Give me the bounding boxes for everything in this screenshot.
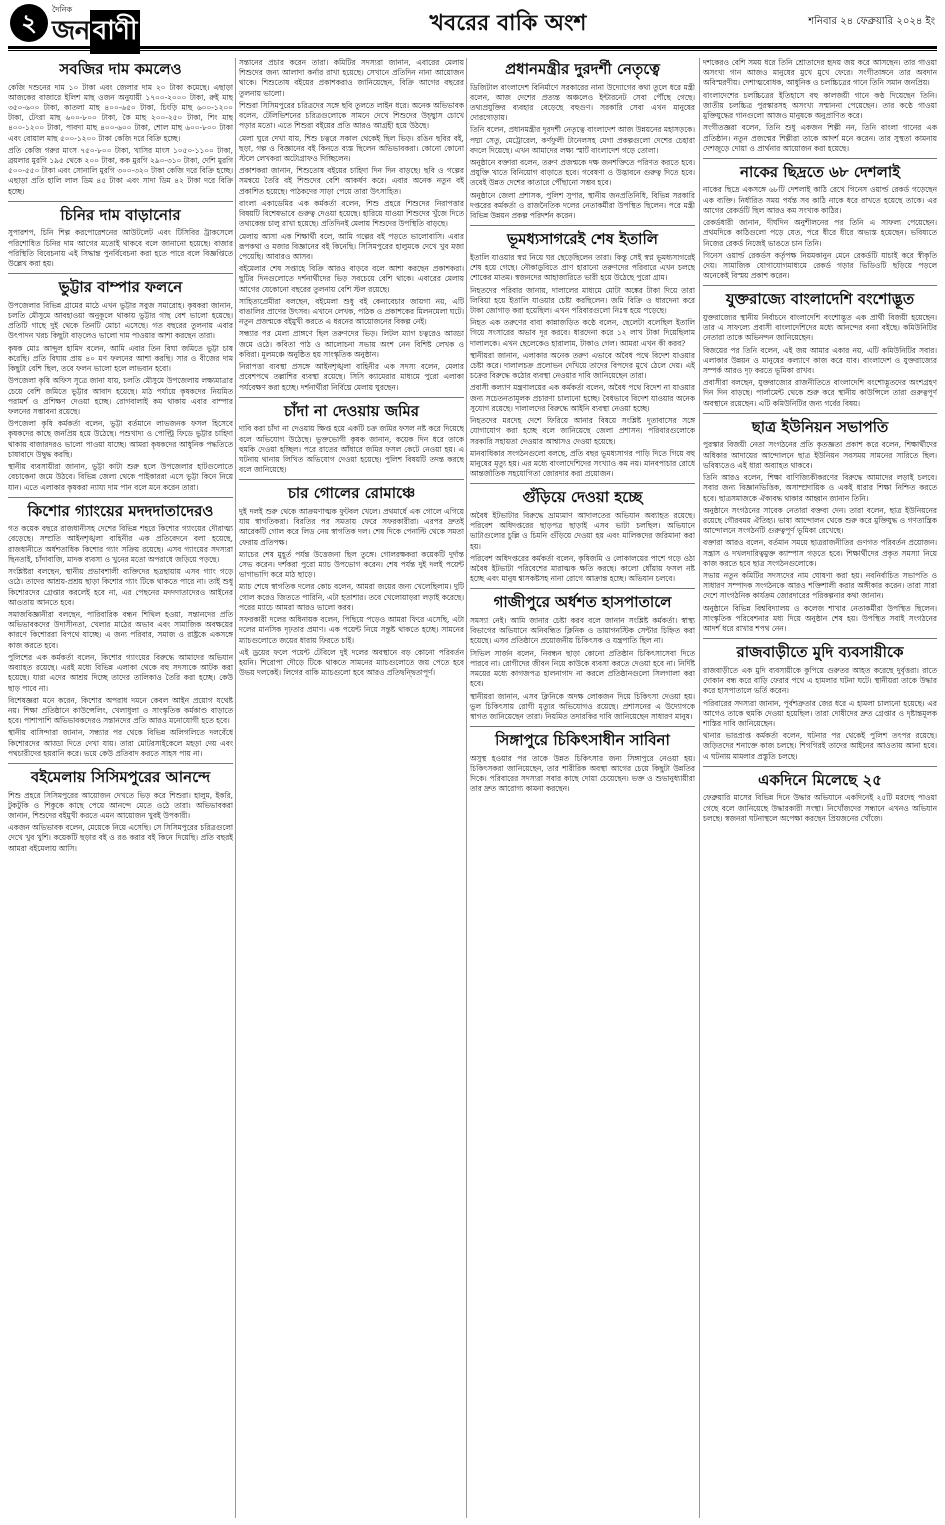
article-paragraph: সভায় নতুন কমিটির সদস্যদের নাম ঘোষণা করা হয়। নবনির্বাচিত সভাপতি ও সাধারণ সম্পাদক সংগঠনকে আরও শক্তিশালী করার অঙ্গীকার করেন। তারা সারা দেশে সাংগঠনিক কার্যক্রম জোরদারের পরিকল্পনার কথা জানান। <box>703 571 937 601</box>
article-headline: প্রধানমন্ত্রীর দুরদর্শী নেতৃত্বে <box>505 60 660 78</box>
article-headline: ভূমধ্যসাগরেই শেষ ইতালি <box>507 230 658 249</box>
article-paragraph: স্থানীয় ব্যবসায়ীরা জানান, ভুট্টা কাটা শুরু হলে উপজেলার হাটগুলোতে বেচাকেনা জমে উঠবে। বিভিন্ন জেলা থেকে পাইকাররা এসে ভুট্টা কিনে নিয়ে যান। এতে এলাকার কৃষকরা ন্যায্য দাম পান বলে মনে করেন তারা। <box>8 462 233 492</box>
article-paragraph: সফরকারী দলের অধিনায়ক বলেন, পিছিয়ে পড়েও আমরা ফিরে এসেছি, এটা দলের মানসিক দৃঢ়তার প্রমাণ। এক পয়েন্ট নিয়ে সন্তুষ্ট থাকতে হচ্ছে। সামনের ম্যাচগুলোতে জয়ের ধারায় ফিরতে চাই। <box>239 615 464 645</box>
article-paragraph: বাংলাদেশের চলচ্চিত্রের ইতিহাসে বহু কালজয়ী গানে কণ্ঠ দিয়েছেন তিনি। জাতীয় চলচ্চিত্র পুরস্কারসহ অসংখ্য সম্মাননা পেয়েছেন। তার কণ্ঠে গাওয়া মুক্তিযুদ্ধের গানগুলো আজও মানুষকে অনুপ্রাণিত করে। <box>703 90 937 121</box>
article-paragraph: রেকর্ডধারী জানান, দীর্ঘদিন অনুশীলনের পর তিনি এ সাফল্য পেয়েছেন। প্রথমদিকে কাঠিগুলো পড়ে যেত, পরে ধীরে ধীরে অভ্যস্ত হয়েছেন। ভবিষ্যতে নিজের রেকর্ড নিজেই ভাঙতে চান তিনি। <box>703 218 937 248</box>
column-2 <box>239 58 464 1518</box>
article <box>470 488 695 584</box>
article <box>470 593 695 722</box>
story-divider <box>239 397 464 398</box>
article-paragraph: স্থানীয়রা জানান, এসব ক্লিনিকে অদক্ষ লোকজন দিয়ে চিকিৎসা দেওয়া হয়। ভুল চিকিৎসায় রোগী মৃত্যুর অভিযোগও রয়েছে। প্রশাসনের এ উদ্যোগকে স্বাগত জানিয়েছেন তারা। নিয়মিত তদারকির দাবি জানিয়েছেন সাধারণ মানুষ। <box>470 691 695 721</box>
article-headline: ছাত্র ইউনিয়ন সভাপতি <box>751 417 889 436</box>
story-divider <box>8 763 233 764</box>
article-paragraph: গত কয়েক বছরে রাজধানীসহ দেশের বিভিন্ন শহরে কিশোর গ্যাংয়ের দৌরাত্ম্য বেড়েছে। সম্প্রতি আইনশৃঙ্খলা বাহিনীর এক প্রতিবেদনে বলা হয়েছে, রাজধানীতে অর্ধশতাধিক কিশোর গ্যাং সক্রিয় রয়েছে। এসব গ্যাংয়ের সদস্যরা ছিনতাই, চাঁদাবাজি, মাদক ব্যবসা ও খুনের মতো অপরাধে জড়িয়ে পড়ছে। <box>8 524 233 564</box>
column-divider <box>235 58 236 1518</box>
article-paragraph: অসুস্থ হওয়ার পর তাকে উন্নত চিকিৎসার জন্য সিঙ্গাপুরে নেওয়া হয়। চিকিৎসকরা জানিয়েছেন, তার শারীরিক অবস্থা আগের চেয়ে কিছুটা উন্নতির দিকে। পরিবারের সদস্যরা সবার কাছে দোয়া চেয়েছেন। ভক্ত ও শুভানুধ্যায়ীরা তার দ্রুত আরোগ্য কামনা করছেন। <box>470 753 695 794</box>
article <box>703 771 937 824</box>
article-paragraph: ম্যাচ শেষে স্বাগতিক দলের কোচ বলেন, আমরা জয়ের জন্য খেলেছিলাম। দুটি গোল করেও জিততে পারিনি, এটা হতাশার। তবে খেলোয়াড়রা লড়াই করেছে। পরের ম্যাচে আমরা আরও ভালো করব। <box>239 582 464 612</box>
article-paragraph: বিশেষজ্ঞরা মনে করেন, কিশোর অপরাধ দমনে কেবল আইন প্রয়োগ যথেষ্ট নয়। শিক্ষা প্রতিষ্ঠানে কাউন্সেলিং, খেলাধুলা ও সাংস্কৃতিক কর্মকাণ্ড বাড়াতে হবে। পাশাপাশি অভিভাবকদেরও সন্তানদের প্রতি আরও মনোযোগী হতে হবে। <box>8 695 233 726</box>
article <box>8 502 233 759</box>
article-paragraph: অনুষ্ঠানে বিভিন্ন বিশ্ববিদ্যালয় ও কলেজ শাখার নেতাকর্মীরা উপস্থিত ছিলেন। সাংস্কৃতিক পরিবেশনার মধ্য দিয়ে অনুষ্ঠান শেষ হয়। উপস্থিত সবাই সংগঠনের আদর্শ ধরে রাখার শপথ নেন। <box>703 603 937 634</box>
column-4 <box>703 58 937 1518</box>
article-paragraph: শিশুরা সিসিমপুরের চরিত্রদের সঙ্গে ছবি তুলতে লাইন ধরে। অনেক অভিভাবক বলেন, টেলিভিশনের চরিত্রগুলোকে সামনে দেখে শিশুদের উচ্ছ্বাস চোখে পড়ার মতো। এতে শিশুরা বইয়ের প্রতি আরও আগ্রহী হয়ে উঠছে। <box>239 100 464 131</box>
article <box>239 58 464 393</box>
article <box>8 768 233 854</box>
article <box>470 731 695 794</box>
article-paragraph: সাহিত্যপ্রেমীরা বলছেন, বইমেলা শুধু বই কেনাবেচার জায়গা নয়, এটি বাঙালির প্রাণের উৎসব। এখানে লেখক, পাঠক ও প্রকাশকের মিলনমেলা ঘটে। নতুন প্রজন্মকে বইমুখী করতে এ ধরনের আয়োজনের বিকল্প নেই। <box>239 296 464 327</box>
article-paragraph: দুই দলই শুরু থেকে আক্রমণাত্মক ফুটবল খেলে। প্রথমার্ধে এক গোলে এগিয়ে যায় স্বাগতিকরা। বিরতির পর সমতায় ফেরে সফরকারীরা। এরপর দ্রুতই আরেকটি গোল করে লিড নেয় স্বাগতিক দল। শেষ দিকে পেনাল্টি থেকে সমতা ফেরায় প্রতিপক্ষ। <box>239 506 464 547</box>
article-paragraph: মানবাধিকার সংগঠনগুলো বলছে, প্রতি বছর ভূমধ্যসাগর পাড়ি দিতে গিয়ে বহু মানুষের মৃত্যু হয়। এর মধ্যে বাংলাদেশিদের সংখ্যাও কম নয়। মানবপাচার রোধে আন্তর্জাতিক সহযোগিতা জোরদার করা প্রয়োজন। <box>470 448 695 479</box>
article-paragraph: থানার ভারপ্রাপ্ত কর্মকর্তা বলেন, ঘটনার পর থেকেই পুলিশ তৎপর রয়েছে। জড়িতদের শনাক্তে কাজ চলছে। শিগগিরই তাদের আইনের আওতায় আনা হবে। এ ঘটনায় মামলার প্রস্তুতি চলছে। <box>703 731 937 761</box>
article-paragraph: সংশ্লিষ্টরা বলছেন, স্থানীয় প্রভাবশালী ব্যক্তিদের ছত্রছায়ায় এসব গ্যাং গড়ে ওঠে। তাদের আশ্রয়-প্রশ্রয় ছাড়া কিশোর গ্যাং টিকে থাকতে পারে না। তাই শুধু কিশোরদের গ্রেপ্তার করলেই হবে না, এর পেছনের মদদদাতাদেরও আইনের আওতায় আনতে হবে। <box>8 567 233 607</box>
article-paragraph: প্রবাসীরা বলছেন, যুক্তরাজ্যের রাজনীতিতে বাংলাদেশি বংশোদ্ভূতদের অংশগ্রহণ দিন দিন বাড়ছে। পার্লামেন্ট থেকে শুরু করে স্থানীয় কাউন্সিলে তারা গুরুত্বপূর্ণ অবস্থানে রয়েছেন। এটি কমিউনিটির জন্য গর্বের বিষয়। <box>703 378 937 408</box>
story-divider <box>470 726 695 727</box>
article-paragraph: রাজবাড়ীতে এক মুদি ব্যবসায়ীকে কুপিয়ে গুরুতর আহত করেছে দুর্বৃত্তরা। রাতে দোকান বন্ধ করে বাড়ি ফেরার পথে এ হামলার ঘটনা ঘটে। স্থানীয়রা তাকে উদ্ধার করে হাসপাতালে ভর্তি করেন। <box>703 665 937 696</box>
article-headline: যুক্তরাজ্যে বাংলাদেশি বংশোদ্ভূত <box>725 290 915 309</box>
article-headline: রাজবাড়ীতে মুদি ব্যবসায়ীকে <box>736 643 904 662</box>
masthead <box>0 0 945 52</box>
article-headline: বইমেলায় সিসিমপুরের আনন্দে <box>30 768 211 787</box>
section-title: খবরের বাকি অংশ <box>429 11 587 36</box>
article-headline: গাজীপুরে অর্ধশত হাসপাতালে <box>493 593 672 612</box>
article-paragraph: ফেব্রুয়ারি মাসের বিভিন্ন দিনে উদ্ধার অভিযানে একদিনেই ২৫টি মরদেহ পাওয়া গেছে বলে জানিয়েছে উদ্ধারকারী সংস্থা। নিখোঁজদের সন্ধানে এখনও অভিযান চলছে। স্বজনরা ঘটনাস্থলে অপেক্ষা করছেন প্রিয়জনের খোঁজে। <box>703 793 937 823</box>
column-1 <box>8 58 233 1518</box>
article-paragraph: পরিবেশ অধিদপ্তরের কর্মকর্তা বলেন, কৃষিজমি ও লোকালয়ের পাশে গড়ে ওঠা অবৈধ ইটভাটা পরিবেশের মারাত্মক ক্ষতি করছে। কালো ধোঁয়ায় ফসল নষ্ট হচ্ছে এবং মানুষ শ্বাসকষ্টসহ নানা রোগে আক্রান্ত হচ্ছে। অভিযান চলবে। <box>470 553 695 584</box>
column-divider <box>699 58 700 1518</box>
brand-tagline: দৈনিক <box>52 5 73 14</box>
article-paragraph: সিভিল সার্জন বলেন, নিবন্ধন ছাড়া কোনো প্রতিষ্ঠান চিকিৎসাসেবা দিতে পারবে না। রোগীদের জীবন নিয়ে কাউকে ব্যবসা করতে দেওয়া হবে না। নির্দিষ্ট সময়ের মধ্যে কাগজপত্র হালনাগাদ না করলে প্রতিষ্ঠানগুলো সিলগালা করা হবে। <box>470 648 695 689</box>
logo-text-right: বাণী <box>90 10 140 54</box>
article-paragraph: অনুষ্ঠানে বক্তারা বলেন, তরুণ প্রজন্মকে দক্ষ জনশক্তিতে পরিণত করতে হবে। প্রযুক্তি খাতে বিনিয়োগ বাড়াতে হবে। গবেষণা ও উদ্ভাবনে গুরুত্ব দিতে হবে। তবেই উন্নত দেশের কাতারে পৌঁছানো সম্ভব হবে। <box>470 158 695 188</box>
article-paragraph: দশকেরও বেশি সময় ধরে তিনি শ্রোতাদের হৃদয় জয় করে আসছেন। তার গাওয়া অসংখ্য গান আজও মানুষের মুখে মুখে ফেরে। সংগীতাঙ্গনে তার অবদান অবিস্মরণীয়। দেশাত্মবোধক, আধুনিক ও চলচ্চিত্রের গানে তিনি সমান জনপ্রিয়। <box>703 58 937 88</box>
article-headline: চাঁদা না দেওয়ায় জমির <box>284 401 419 420</box>
story-divider <box>239 479 464 480</box>
story-divider <box>470 588 695 589</box>
article-headline: চার গোলের রোমাঞ্চে <box>287 484 416 503</box>
article <box>703 163 937 281</box>
article-paragraph: বক্তারা আরও বলেন, বর্তমান সময়ে ছাত্ররাজনীতির গুণগত পরিবর্তন প্রয়োজন। সন্ত্রাস ও দখলদারিত্বমুক্ত ক্যাম্পাস গড়তে হবে। শিক্ষার্থীদের প্রকৃত সমস্যা নিয়ে কাজ করতে হবে ছাত্র সংগঠনগুলোকে। <box>703 538 937 568</box>
article-paragraph: বইমেলার শেষ সপ্তাহে বিক্রি আরও বাড়বে বলে আশা করছেন প্রকাশকরা। ছুটির দিনগুলোতে দর্শনার্থীদের ভিড় সবচেয়ে বেশি থাকে। এবারের মেলায় আগের যেকোনো বছরের তুলনায় বেশি স্টল রয়েছে। <box>239 264 464 294</box>
article-paragraph: প্রবাসী কল্যাণ মন্ত্রণালয়ের এক কর্মকর্তা বলেন, অবৈধ পথে বিদেশ না যাওয়ার জন্য সচেতনতামূলক প্রচারণা চালানো হচ্ছে। বৈধভাবে বিদেশ যাওয়ার অনেক সুযোগ রয়েছে। দালালদের বিরুদ্ধে আইনি ব্যবস্থা নেওয়া হচ্ছে। <box>470 383 695 413</box>
story-divider <box>470 483 695 484</box>
article-paragraph: নিরাপত্তা ব্যবস্থা প্রসঙ্গে আইনশৃঙ্খলা বাহিনীর এক সদস্য বলেন, মেলার প্রবেশপথে তল্লাশির ব্যবস্থা রয়েছে। সিসি ক্যামেরার মাধ্যমে পুরো এলাকা পর্যবেক্ষণ করা হচ্ছে। দর্শনার্থীরা নির্বিঘ্নে মেলায় ঘুরছেন। <box>239 362 464 392</box>
article-paragraph: নিহত এক তরুণের বাবা কান্নাজড়িত কণ্ঠে বলেন, ছেলেটা বলেছিল ইতালি গিয়ে সংসারের অভাব দূর করবে। ধারদেনা করে ১২ লাখ টাকা দিয়েছিলাম দালালকে। এখন ছেলেকেও হারালাম, টাকাও গেল। আমরা এখন কী করব? <box>470 318 695 348</box>
article-paragraph: পুরস্কার বিজয়ী নেতা সংগঠনের প্রতি কৃতজ্ঞতা প্রকাশ করে বলেন, শিক্ষার্থীদের অধিকার আদায়ের আন্দোলনে ছাত্র ইউনিয়ন সবসময় সামনের সারিতে ছিল। ভবিষ্যতেও এই ধারা অব্যাহত থাকবে। <box>703 440 937 470</box>
article-paragraph: উপজেলা কৃষি অফিস সূত্রে জানা যায়, চলতি মৌসুমে উপজেলায় লক্ষ্যমাত্রার চেয়ে বেশি জমিতে ভুট্টার আবাদ হয়েছে। মাঠ পর্যায়ে কৃষকদের নিয়মিত পরামর্শ ও প্রশিক্ষণ দেওয়া হচ্ছে। রোগবালাই কম থাকায় এবার বাম্পার ফলনের সম্ভাবনা রয়েছে। <box>8 376 233 416</box>
article <box>239 402 464 476</box>
article <box>703 418 937 634</box>
article <box>703 58 937 154</box>
article-paragraph: পরিবারের সদস্যরা জানান, পূর্বশত্রুতার জের ধরে এ হামলা চালানো হয়েছে। এর আগেও তাকে হুমকি দেওয়া হয়েছিল। তারা দোষীদের দ্রুত গ্রেপ্তার ও দৃষ্টান্তমূলক শাস্তির দাবি জানিয়েছেন। <box>703 698 937 728</box>
article-headline: সিঙ্গাপুরে চিকিৎসাধীন সাবিনা <box>495 731 670 750</box>
article-paragraph: সমাজবিজ্ঞানীরা বলছেন, পারিবারিক বন্ধন শিথিল হওয়া, সন্তানদের প্রতি অভিভাবকদের উদাসীনতা, খেলার মাঠের অভাব এবং সামাজিক অবক্ষয়ের কারণে কিশোররা বিপথে যাচ্ছে। এ জন্য পরিবার, সমাজ ও রাষ্ট্রকে একসঙ্গে কাজ করতে হবে। <box>8 609 233 650</box>
article-paragraph: অনুষ্ঠানে জেলা প্রশাসক, পুলিশ সুপার, স্থানীয় জনপ্রতিনিধি, বিভিন্ন সরকারি দপ্তরের কর্মকর্তা ও রাজনৈতিক দলের নেতাকর্মীরা উপস্থিত ছিলেন। পরে মন্ত্রী বিভিন্ন উন্নয়ন প্রকল্প পরিদর্শন করেন। <box>470 190 695 221</box>
article-paragraph: দাবি করা চাঁদা না দেওয়ায় ক্ষিপ্ত হয়ে একটি চক্র জমির ফসল নষ্ট করে দিয়েছে বলে অভিযোগ উঠেছে। ভুক্তভোগী কৃষক জানান, কয়েক দিন ধরে তাকে হুমকি দেওয়া হচ্ছিল। পরে রাতের আঁধারে জমির ফসল কেটে নেওয়া হয়। এ ঘটনায় থানায় লিখিত অভিযোগ দেওয়া হয়েছে। পুলিশ বিষয়টি তদন্ত করছে বলে জানিয়েছে। <box>239 424 464 475</box>
article-paragraph: সন্ধ্যার পর মেলা প্রাঙ্গণে ছিল তরুণদের ভিড়। লিটল ম্যাগ চত্বরেও আড্ডা জমে ওঠে। কবিতা পাঠ ও আলোচনা সভায় অংশ নেন বিশিষ্ট লেখক ও কবিরা। মূলমঞ্চে অনুষ্ঠিত হয় সাংস্কৃতিক অনুষ্ঠান। <box>239 329 464 359</box>
column-divider <box>466 58 467 1518</box>
article-paragraph: ইতালি যাওয়ার স্বপ্ন নিয়ে ঘর ছেড়েছিলেন তারা। কিন্তু সেই স্বপ্ন ভূমধ্যসাগরেই শেষ হয়ে গেছে। নৌকাডুবিতে প্রাণ হারানো তরুণদের পরিবারে এখন চলছে শোকের মাতম। স্বজনদের আহাজারিতে ভারী হয়ে উঠেছে পুরো গ্রাম। <box>470 252 695 283</box>
story-divider <box>703 285 937 286</box>
article <box>8 278 233 492</box>
article-headline: চিনির দাম বাড়ানোর <box>60 205 181 224</box>
article-paragraph: মেলা ঘুরে দেখা যায়, শিশু চত্বরে সকাল থেকেই ছিল ভিড়। রঙিন ছবির বই, ছড়া, গল্প ও বিজ্ঞানের বই কিনতে ব্যস্ত ছিলেন অভিভাবকরা। কোনো কোনো স্টলে লেখকরা অটোগ্রাফও দিচ্ছিলেন। <box>239 133 464 163</box>
article-headline: গুঁড়িয়ে দেওয়া হচ্ছে <box>522 488 643 507</box>
article-paragraph: যুক্তরাজ্যের স্থানীয় নির্বাচনে বাংলাদেশি বংশোদ্ভূত এক প্রার্থী বিজয়ী হয়েছেন। তার এ সাফল্যে প্রবাসী বাংলাদেশিদের মধ্যে আনন্দের বন্যা বইছে। কমিউনিটির নেতারা তাকে অভিনন্দন জানিয়েছেন। <box>703 312 937 343</box>
article-headline: কিশোর গ্যাংয়ের মদদদাতাদেরও <box>27 501 214 520</box>
masthead-rule-thin <box>8 50 937 51</box>
article-paragraph: উপজেলা কৃষি কর্মকর্তা বলেন, ভুট্টা বর্তমানে লাভজনক ফসল হিসেবে কৃষকদের কাছে জনপ্রিয় হয়ে উঠেছে। পশুখাদ্য ও পোল্ট্রি ফিডে ভুট্টার চাহিদা থাকায় বাজারদরও ভালো পাওয়া যাচ্ছে। আমরা কৃষকদের আধুনিক পদ্ধতিতে চাষাবাদে উদ্বুদ্ধ করছি। <box>8 419 233 459</box>
logo-text-left: জন <box>52 16 90 46</box>
article-paragraph: উপজেলার বিভিন্ন গ্রামের মাঠে এখন ভুট্টার সবুজ সমারোহ। কৃষকরা জানান, চলতি মৌসুমে আবহাওয়া অনুকূলে থাকায় ভুট্টার গাছ বেশ ভালো হয়েছে। প্রতিটি গাছে দুই থেকে তিনটি মোচা এসেছে। গত বছরের তুলনায় এবার উৎপাদন খরচ কিছুটা বাড়লেও ভালো দাম পাওয়ার আশা করছেন তারা। <box>8 300 233 341</box>
article-paragraph: মেলায় আসা এক শিক্ষার্থী বলে, আমি গল্পের বই পড়তে ভালোবাসি। এবার রূপকথা ও মজার বিজ্ঞানের বই কিনেছি। সিসিমপুরের হালুমকে দেখে খুব মজা পেয়েছি। আবারও আসব। <box>239 231 464 261</box>
article-paragraph: স্থানীয় বাসিন্দারা জানান, সন্ধ্যার পর থেকে বিভিন্ন অলিগলিতে দলবেঁধে কিশোরদের আড্ডা দিতে দেখা যায়। তারা মোটরসাইকেলে মহড়া দেয় এবং পথচারীদের হয়রানি করে। ভয়ে কেউ প্রতিবাদ করতে সাহস পায় না। <box>8 728 233 758</box>
article-paragraph: তিনি বলেন, প্রধানমন্ত্রীর দূরদর্শী নেতৃত্বে বাংলাদেশ আজ উন্নয়নের মহাসড়কে। পদ্মা সেতু, মেট্রোরেল, কর্ণফুলী টানেলসহ মেগা প্রকল্পগুলো দেশের চেহারা বদলে দিয়েছে। এখন আমাদের লক্ষ্য স্মার্ট বাংলাদেশ গড়ে তোলা। <box>470 125 695 155</box>
article-paragraph: নিহতদের মরদেহ দেশে ফিরিয়ে আনার বিষয়ে সংশ্লিষ্ট দূতাবাসের সঙ্গে যোগাযোগ করা হচ্ছে বলে জানিয়েছে জেলা প্রশাসন। পরিবারগুলোকে সরকারি সহায়তা দেওয়ার আশ্বাসও দেওয়া হয়েছে। <box>470 416 695 446</box>
article-paragraph: অবৈধ ইটভাটার বিরুদ্ধে ভ্রাম্যমাণ আদালতের অভিযান অব্যাহত রয়েছে। পরিবেশ অধিদপ্তরের ছাড়পত্র ছাড়াই এসব ভাটা চলছিল। অভিযানে ভাটাগুলোর চুল্লি ও চিমনি গুঁড়িয়ে দেওয়া হয় এবং মালিকদের জরিমানা করা হয়। <box>470 510 695 551</box>
story-divider <box>703 766 937 767</box>
article-paragraph: একজন অভিভাবক বলেন, মেয়েকে নিয়ে এসেছি। সে সিসিমপুরের চরিত্রগুলো দেখে খুব খুশি। কয়েকটি ছড়ার বই ও রঙ করার বই কিনে দিয়েছি। প্রতি বছরই আমরা বইমেলায় আসি। <box>8 823 233 853</box>
story-divider <box>8 497 233 498</box>
article-paragraph: প্রকাশকরা জানান, শিশুতোষ বইয়ের চাহিদা দিন দিন বাড়ছে। ছবি ও গল্পের সমন্বয়ে তৈরি বই শিশুদের বেশি আকর্ষণ করে। এবার অনেক নতুন বই প্রকাশিত হয়েছে। পাঠকদের সাড়া পেয়ে তারা উৎসাহিত। <box>239 166 464 196</box>
article-headline: নাকের ছিদ্রতে ৬৮ দেশলাই <box>739 162 901 181</box>
story-divider <box>8 201 233 202</box>
article-paragraph: তিনি আরও বলেন, শিক্ষা বাণিজ্যিকীকরণের বিরুদ্ধে আমাদের লড়াই চলবে। সবার জন্য বিজ্ঞানভিত্তিক, অসাম্প্রদায়িক ও একই ধারার শিক্ষা নিশ্চিত করতে হবে। ছাত্রসমাজকে ঐক্যবদ্ধ থাকার আহ্বান জানান তিনি। <box>703 473 937 503</box>
article-paragraph: সংগীতজ্ঞরা বলেন, তিনি শুধু একজন শিল্পী নন, তিনি বাংলা গানের এক প্রতিষ্ঠান। নতুন প্রজন্মের শিল্পীরা তাকে আদর্শ মনে করেন। তার সুস্থতা কামনায় দেশজুড়ে দোয়া ও প্রার্থনার আয়োজন করা হয়েছে। <box>703 123 937 153</box>
article-headline: একদিনে মিলেছে ২৫ <box>758 770 882 789</box>
article <box>703 643 937 761</box>
article-paragraph: ডিজিটাল বাংলাদেশ বিনির্মাণে সরকারের নানা উদ্যোগের কথা তুলে ধরে মন্ত্রী বলেন, আজ দেশের প্রত্যন্ত অঞ্চলেও ইন্টারনেট সেবা পৌঁছে গেছে। তথ্যপ্রযুক্তির ব্যবহার বেড়েছে বহুগুণ। সরকারি সেবা এখন মানুষের দোরগোড়ায়। <box>470 82 695 123</box>
article-paragraph: বাংলা একাডেমির এক কর্মকর্তা বলেন, শিশু প্রহরে শিশুদের নিরাপত্তার বিষয়টি বিশেষভাবে গুরুত্ব দেওয়া হয়েছে। হারিয়ে যাওয়া শিশুদের খুঁজে দিতে তথ্যকেন্দ্র চালু রাখা হয়েছে। প্রতিদিনই মেলায় শিশুদের উপস্থিতি বাড়ছে। <box>239 198 464 229</box>
story-divider <box>470 225 695 226</box>
article <box>8 206 233 269</box>
story-divider <box>703 638 937 639</box>
story-divider <box>8 273 233 274</box>
article-paragraph: প্রতি কেজি গরুর মাংস ৭৫০-৮০০ টাকা, খাসির মাংস ১০৫০-১১০০ টাকা, ব্রয়লার মুরগি ১৯৫ থেকে ২০০ টাকা, কক মুরগি ২৯০-৩১০ টাকা, দেশি মুরগি ৫০০-৫৫০ টাকা এবং সোনালি মুরগি ৩০০-৩২০ টাকা কেজি দরে বিক্রি হচ্ছে। এছাড়া প্রতি হালি লাল ডিম ৪৫ টাকা এবং সাদা ডিম ৪২ টাকা দরে বিক্রি হচ্ছে। <box>8 145 233 196</box>
article <box>239 484 464 678</box>
issue-date: শনিবার ২৪ ফেব্রুয়ারি ২০২৪ ইং <box>808 16 935 27</box>
article-paragraph: সুপারশপ, চিনি শিল্প করপোরেশনের আউটলেট এবং টিসিবির ট্রাকসেলে পরিশোধিত চিনির দাম আগের মতোই থাকবে বলে জানানো হয়েছে। বাজার পরিস্থিতি বিবেচনায় এই সিদ্ধান্ত পুনর্বিবেচনা করা হতে পারে বলে বিজ্ঞপ্তিতে উল্লেখ করা হয়। <box>8 228 233 269</box>
article-paragraph: এই ড্রয়ের ফলে পয়েন্ট টেবিলে দুই দলের অবস্থানে বড় কোনো পরিবর্তন হয়নি। শিরোপা দৌড়ে টিকে থাকতে সামনের ম্যাচগুলোতে জয় পেতে হবে উভয় দলকেই। লিগের বাকি ম্যাচগুলো হবে আরও প্রতিদ্বন্দ্বিতাপূর্ণ। <box>239 647 464 678</box>
article-paragraph: নিহতদের পরিবার জানায়, দালালের মাধ্যমে মোটা অঙ্কের টাকা দিয়ে তারা লিবিয়া হয়ে ইতালি যাওয়ার চেষ্টা করছিলেন। জমি বিক্রি ও ধারদেনা করে টাকা জোগাড় করা হয়েছিল। এখন পরিবারগুলো নিঃস্ব হয়ে পড়েছে। <box>470 285 695 315</box>
article <box>470 230 695 479</box>
article-paragraph: পুলিশের এক কর্মকর্তা বলেন, কিশোর গ্যাংয়ের বিরুদ্ধে আমাদের অভিযান অব্যাহত রয়েছে। এরই মধ্যে বিভিন্ন এলাকা থেকে বহু সদস্যকে আটক করা হয়েছে। যারা এদের আশ্রয় দিচ্ছে তাদের তালিকাও তৈরি করা হচ্ছে। কেউ ছাড় পাবে না। <box>8 652 233 693</box>
article <box>703 290 937 408</box>
article-paragraph: কৃষক মোঃ আব্দুল হামিদ বলেন, আমি এবার তিন বিঘা জমিতে ভুট্টা চাষ করেছি। প্রতি বিঘায় প্রায় ৪০ মণ ফলনের আশা করছি। সার ও বীজের দাম কিছুটা বেশি ছিল, তবে ফলন ভালো হলে লাভবান হবো। <box>8 343 233 374</box>
story-divider <box>703 158 937 159</box>
story-divider <box>703 413 937 414</box>
article-paragraph: নাকের ছিদ্রে একসঙ্গে ৬৮টি দেশলাই কাঠি রেখে গিনেস ওয়ার্ল্ড রেকর্ড গড়েছেন এক ব্যক্তি। নির্ধারিত সময় পর্যন্ত সব কাঠি নাকে ধরে রাখতে হয়েছে তাকে। এর আগের রেকর্ডটি ছিল আরও কম সংখ্যক কাঠির। <box>703 185 937 215</box>
masthead-rule <box>8 46 937 49</box>
article-paragraph: স্থানীয়রা জানান, এলাকার অনেক তরুণ এভাবে অবৈধ পথে বিদেশ যাওয়ার চেষ্টা করে। দালালচক্র প্রলোভন দেখিয়ে তাদের বিপদের মুখে ঠেলে দেয়। এই চক্রের বিরুদ্ধে কঠোর ব্যবস্থা নেওয়ার দাবি জানিয়েছেন তারা। <box>470 350 695 381</box>
article <box>8 60 233 197</box>
article-paragraph: বিজয়ের পর তিনি বলেন, এই জয় আমার একার নয়, এটি কমিউনিটির সবার। এলাকার উন্নয়ন ও মানুষের কল্যাণে কাজ করে যাব। বাংলাদেশ ও যুক্তরাজ্যের সম্পর্ক আরও দৃঢ় করতে ভূমিকা রাখব। <box>703 345 937 376</box>
article-headline: সবজির দাম কমলেও <box>59 60 182 78</box>
article-paragraph: গিনেস ওয়ার্ল্ড রেকর্ডস কর্তৃপক্ষ নিয়মকানুন মেনে রেকর্ডটি যাচাই করে স্বীকৃতি দেয়। সামাজিক যোগাযোগমাধ্যমে রেকর্ড গড়ার ভিডিওটি ছড়িয়ে পড়লে অনেকেই বিস্ময় প্রকাশ করেন। <box>703 250 937 281</box>
column-3 <box>470 58 695 1518</box>
article-paragraph: শিশু প্রহরে সিসিমপুরের আয়োজন দেখতে ভিড় করে শিশুরা। হালুম, ইকরি, টুকটুকি ও শিকুকে কাছে পেয়ে আনন্দে মেতে ওঠে তারা। অভিভাবকরা জানান, শিশুদের বইমুখী করতে এমন আয়োজন খুবই উপকারী। <box>8 790 233 820</box>
article-paragraph: সন্তানের প্রচার করেন তারা। কমিটির সদস্যরা জানান, এবারের মেলায় শিশুদের জন্য আলাদা কর্নার রাখা হয়েছে। সেখানে প্রতিদিন নানা আয়োজন থাকে। শিশুতোষ বইয়ের প্রকাশকরাও জানিয়েছেন, বিক্রি আগের বছরের তুলনায় ভালো। <box>239 58 464 98</box>
article-headline: ভুট্টার বাম্পার ফলনে <box>58 278 183 297</box>
article-paragraph: অনুষ্ঠানে সংগঠনের সাবেক নেতারা বক্তব্য দেন। তারা বলেন, ছাত্র ইউনিয়নের রয়েছে গৌরবময় ঐতিহ্য। ভাষা আন্দোলন থেকে শুরু করে মুক্তিযুদ্ধ ও গণতান্ত্রিক আন্দোলনে সংগঠনটি গুরুত্বপূর্ণ ভূমিকা রেখেছে। <box>703 505 937 536</box>
article-paragraph: সমস্যা নেই। আমি জানার চেষ্টা করব বলে জানান সংশ্লিষ্ট কর্মকর্তা। স্বাস্থ্য বিভাগের অভিযানে অনিবন্ধিত ক্লিনিক ও ডায়াগনস্টিক সেন্টার চিহ্নিত করা হয়েছে। এসব প্রতিষ্ঠানে প্রয়োজনীয় চিকিৎসক ও যন্ত্রপাতি ছিল না। <box>470 615 695 646</box>
article <box>470 60 695 221</box>
page-number: ২ <box>10 4 48 42</box>
article-paragraph: ম্যাচের শেষ মুহূর্ত পর্যন্ত উত্তেজনা ছিল তুঙ্গে। গোলরক্ষকরা কয়েকটি দুর্দান্ত সেভ করেন। দর্শকরা পুরো ম্যাচ উপভোগ করেন। শেষ পর্যন্ত দুই দলই পয়েন্ট ভাগাভাগি করে মাঠ ছাড়ে। <box>239 549 464 580</box>
article-paragraph: কেজি দশুনের দাম ১০ টাকা এবং জেলার দাম ২০ টাকা কমেছে। এছাড়া আজকের বাজারে ইলিশ মাছ ওজন অনুযায়ী ১৭০০-২০০০ টাকা, রুই মাছ ৩৫০-৬০০ টাকা, কাতলা মাছ ৪০০-৬৫০ টাকা, চিংড়ি মাছ ৬০০-১২০০ টাকা, টেংরা মাছ ৬০০-৮০০ টাকা, কৈ মাছ ২০০-২৫০ টাকা, শিং মাছ ৪০০-১২০০ টাকা, পাবদা মাছ ৪০০-৬০০ টাকা, শোল মাছ ৬০০-৮০০ টাকা এবং বোয়াল মাছ ৫০০-১২০০ টাকা কেজি দরে বিক্রি হচ্ছে। <box>8 82 233 143</box>
